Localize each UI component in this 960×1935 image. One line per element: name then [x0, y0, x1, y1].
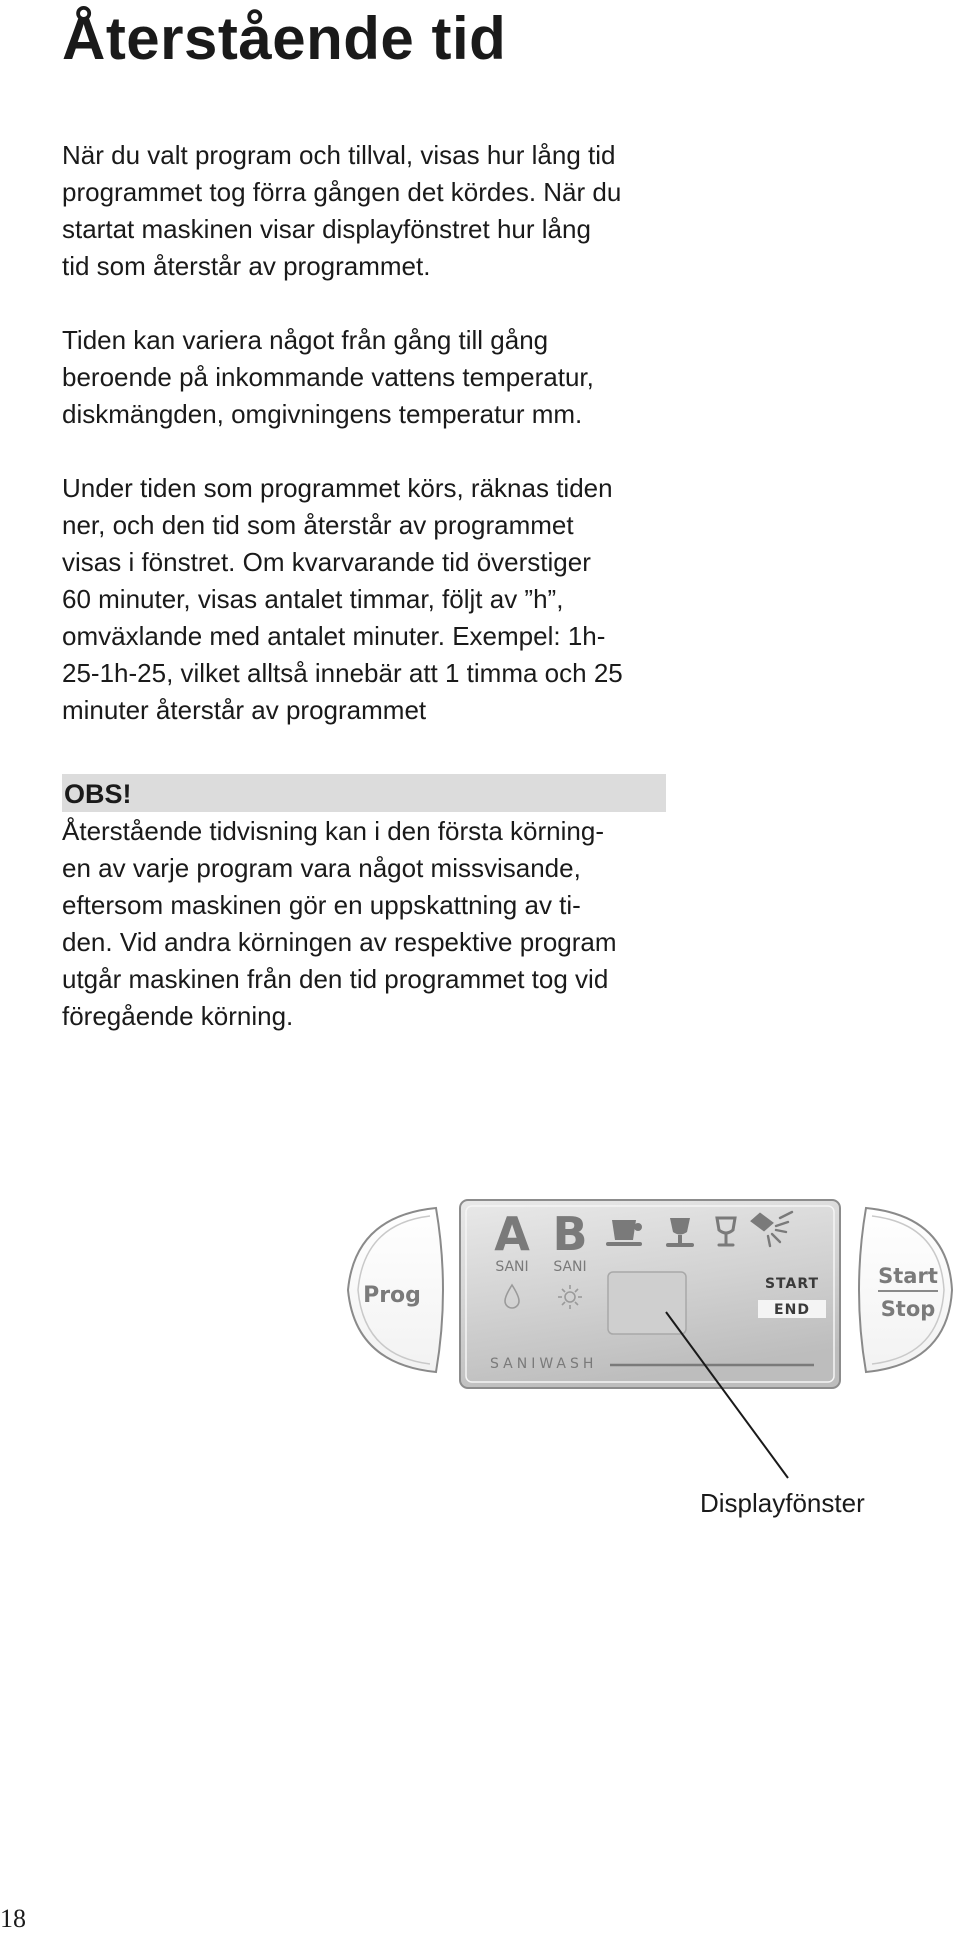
- text-line: 60 minuter, visas antalet timmar, följt av ”h”,: [62, 584, 564, 614]
- text-line: startat maskinen visar displayfönstret hur lång: [62, 214, 591, 244]
- text-line: visas i fönstret. Om kvarvarande tid överstiger: [62, 547, 591, 577]
- display-panel: [460, 1200, 840, 1388]
- text-line: utgår maskinen från den tid programmet tog vid: [62, 964, 609, 994]
- prog-button[interactable]: [348, 1208, 443, 1372]
- end-label: END: [774, 1302, 810, 1318]
- page-title: Återstående tid: [62, 5, 507, 72]
- paragraph-1: [62, 137, 682, 285]
- text-line: minuter återstår av programmet: [62, 695, 427, 725]
- prog-label: Prog: [363, 1283, 421, 1308]
- page-number: 18: [0, 1904, 26, 1933]
- text-line: den. Vid andra körningen av respektive program: [62, 927, 617, 957]
- program-a-label: A: [494, 1207, 530, 1261]
- figure-caption: Displayfönster: [700, 1488, 865, 1518]
- text-line: beroende på inkommande vattens temperatur,: [62, 362, 594, 392]
- text-line: Under tiden som programmet körs, räknas tiden: [62, 473, 613, 503]
- sani-b-label: SANI: [553, 1259, 587, 1275]
- text-line: diskmängden, omgivningens temperatur mm.: [62, 399, 583, 429]
- text-line: När du valt program och tillval, visas hur lång tid: [62, 140, 616, 170]
- text-line: en av varje program vara något missvisande,: [62, 853, 581, 883]
- start-label-button: Start: [878, 1264, 938, 1288]
- text-line: tid som återstår av programmet.: [62, 251, 431, 281]
- start-stop-button[interactable]: [859, 1208, 952, 1372]
- text-line: ner, och den tid som återstår av programmet: [62, 510, 574, 540]
- control-panel-illustration: [340, 1190, 950, 1530]
- paragraph-2: [62, 322, 682, 433]
- text-line: omväxlande med antalet minuter. Exempel: 1h-: [62, 621, 606, 651]
- text-line: 25-1h-25, vilket alltså innebär att 1 timma och 25: [62, 658, 623, 688]
- text-line: föregående körning.: [62, 1001, 294, 1031]
- start-label: START: [764, 1276, 820, 1292]
- obs-heading: OBS!: [64, 779, 132, 809]
- control-panel-figure: [340, 1190, 950, 1530]
- sani-a-label: SANI: [495, 1259, 529, 1275]
- obs-highlight-bar: [62, 774, 666, 812]
- text-line: Återstående tidvisning kan i den första körning-: [62, 816, 604, 846]
- program-b-label: B: [552, 1207, 588, 1261]
- stop-label-button: Stop: [880, 1297, 936, 1321]
- obs-paragraph: [62, 813, 682, 1035]
- saniwash-label: SANIWASH: [490, 1356, 598, 1372]
- text-line: programmet tog förra gången det kördes. När du: [62, 177, 622, 207]
- paragraph-3: [62, 470, 682, 729]
- text-line: eftersom maskinen gör en uppskattning av ti-: [62, 890, 581, 920]
- text-line: Tiden kan variera något från gång till gång: [62, 325, 549, 355]
